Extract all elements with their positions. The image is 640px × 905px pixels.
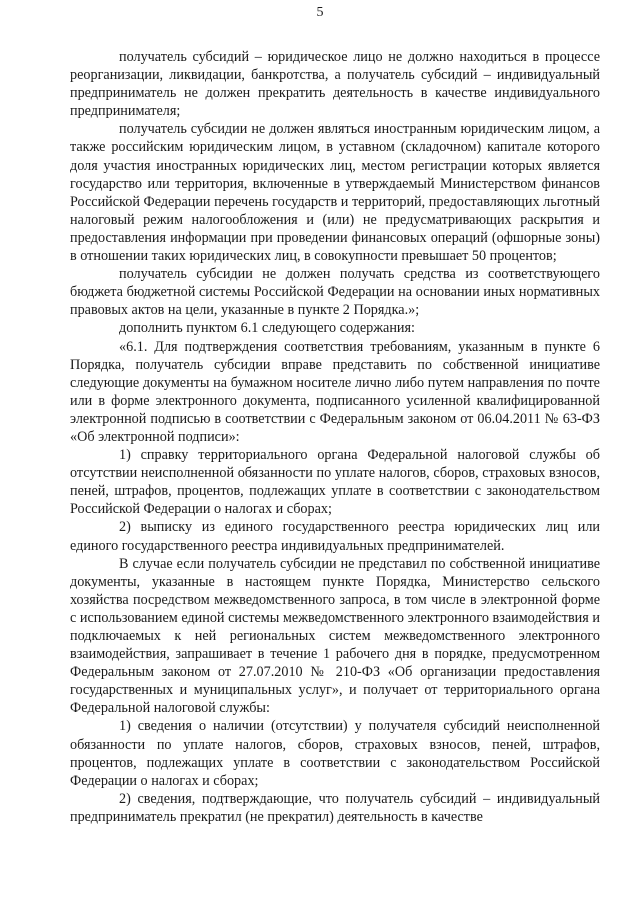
paragraph: получатель субсидий – юридическое лицо не должно находиться в процессе реорганизации, ликвидации, банкротства, а получатель субсидий – индивидуальный предприниматель не должен прекратить деятельность в качестве индивидуального предпринимателя; [70,49,600,120]
paragraph: В случае если получатель субсидии не представил по собственной инициативе документы, указанные в настоящем пункте Порядка, Министерство сельского хозяйства посредством межведомственного запроса, в том числе в электронной форме с использованием единой системы межведомственного электронного взаимодействия и подключаемых к ней региональных систем межведомственного электронного взаимодействия, запрашивает в течение 1 рабочего дня в порядке, предусмотренном Федеральным законом от 27.07.2010 № 210-ФЗ «Об организации предоставления государственных и муниципальных услуг», и получает от территориального органа Федеральной налоговой службы: [70,555,600,717]
paragraph: 1) справку территориального органа Федеральной налоговой службы об отсутствии неисполненной обязанности по уплате налогов, сборов, страховых взносов, пеней, штрафов, процентов, подлежащих уплате в соответствии с законодательством Российской Федерации о налогах и сборах; [70,447,600,518]
paragraph: «6.1. Для подтверждения соответствия требованиям, указанным в пункте 6 Порядка, получатель субсидии вправе представить по собственной инициативе следующие документы на бумажном носителе лично либо путем направления по почте или в форме электронного документа, подписанного усиленной квалифицированной электронной подписью в соответствии с Федеральным законом от 06.04.2011 № 63-ФЗ «Об электронной подписи»: [70,338,600,445]
paragraph: 1) сведения о наличии (отсутствии) у получателя субсидий неисполненной обязанности по уплате налогов, сборов, страховых взносов, пеней, штрафов, процентов, подлежащих уплате в соответствии с законодательством Российской Федерации о налогах и сборах; [70,718,600,789]
paragraph: дополнить пунктом 6.1 следующего содержания: [119,320,415,337]
paragraph: получатель субсидии не должен являться иностранным юридическим лицом, а также российским юридическим лицом, в уставном (складочном) капитале которого доля участия иностранных юридических лиц, местом регистрации которых является государство или территория, включенные в утверждаемый Министерством финансов Российской Федерации перечень государств и территорий, предоставляющих льготный налоговый режим налогообложения и (или) не предусматривающих раскрытия и предоставления информации при проведении финансовых операций (офшорные зоны) в отношении таких юридических лиц, в совокупности превышает 50 процентов; [70,121,600,265]
paragraph: получатель субсидии не должен получать средства из соответствующего бюджета бюджетной системы Российской Федерации на основании иных нормативных правовых актов на цели, указанные в пункте 2 Порядка.»; [70,266,600,319]
document-body [70,48,600,826]
paragraph: 2) сведения, подтверждающие, что получатель субсидий – индивидуальный предприниматель прекратил (не прекратил) деятельность в качестве [70,790,600,825]
page-number: 5 [316,5,324,20]
paragraph: 2) выписку из единого государственного реестра юридических лиц или единого государственного реестра индивидуальных предпринимателей. [70,519,600,554]
